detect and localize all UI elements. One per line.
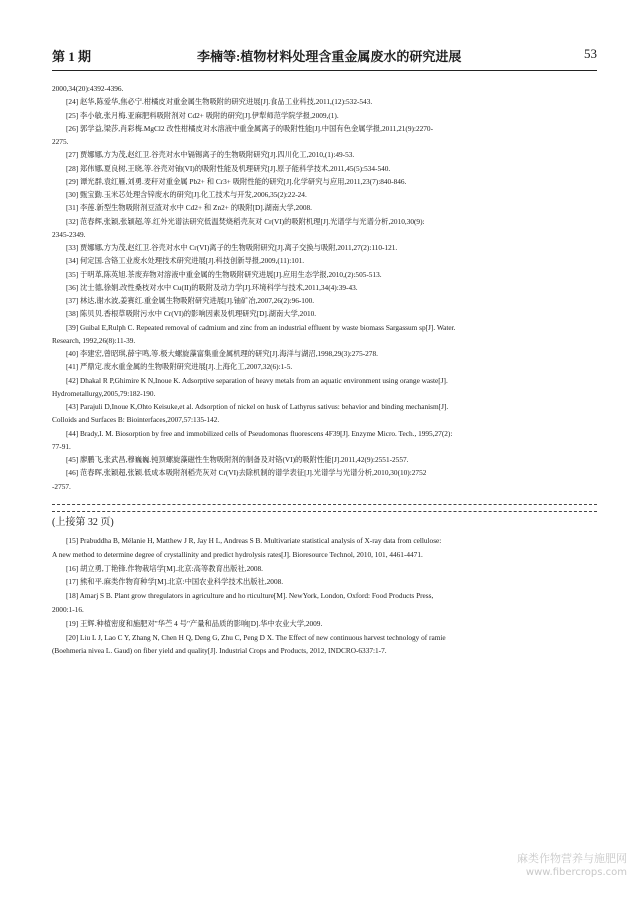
reference-line: 2275. [52,137,69,146]
reference-line: [46] 范春晖,张颖超,张颖.低成本吸附剂稻壳灰对 Cr(VI)去除机制的谱学表征[J].光谱学与光谱分析,2010,30(10):2752 [66,468,427,478]
reference-line: [34] 何定国.含铬工业废水处理技术研究进展[J].科技创新导报,2009,(11):101. [66,256,305,266]
reference-line: Colloids and Surfaces B: Biointerfaces,2007,57:135-142. [52,415,220,425]
continued-from-label: (上接第 32 页) [52,517,114,528]
reference-line: [19] 王辉.种植密度和施肥对"华苎 4 号"产量和品质的影响[D].华中农业大学,2009. [66,618,323,628]
page-number: 53 [584,46,597,61]
running-title: 李楠等:植物材料处理含重金属废水的研究进展 [197,49,462,64]
reference-line: [42] Dhakal R P,Ghimire K N,Inoue K. Adsorptive separation of heavy metals from an aquatic environment using orange waste[J]. [66,375,448,385]
reference-line: [45] 廖鹏飞,张武昌,穆巍巍.钝顶螺旋藻磁性生物吸附剂的制备及对铬(VI)的吸附性能[J].2011,42(9):2551-2557. [66,455,409,464]
reference-line: [15] Prabuddha B, Mélanie H, Matthew J R, Jay H L, Andreas S B. Multivariate statistical analysis of X-ray data from cellulose: [66,536,442,545]
reference-line: [32] 范春辉,张颖,张颖超,等.红外光谱法研究低温焚烧稻壳灰对 Cr(VI)的吸附机理[J].光谱学与光谱分析,2010,30(9): [66,216,425,226]
watermark-url: www.fibercrops.com [525,867,627,878]
watermark [517,852,627,880]
issue-number: 第 1 期 [52,49,92,64]
reference-line: [17] 熊和平.麻类作物育种学[M].北京:中国农业科学技术出版社,2008. [66,577,284,587]
reference-line: [38] 陈贝贝.香根草吸附污水中 Cr(VI)的影响因素及机理研究[D].湖南大学,2010. [66,309,317,319]
reference-line: Hydrometallurgy,2005,79:182-190. [52,388,156,398]
reference-line: 77-91. [52,441,71,451]
reference-line: [31] 李莲.新型生物吸附剂豆渣对水中 Cd2+ 和 Zn2+ 的吸附[D].湖南大学,2008. [66,203,312,213]
watermark-site-name: 麻类作物营养与施肥网 [517,852,627,865]
reference-line: [25] 李小敏,张月梅.亚麻肥料吸附剂对 Cd2+ 吸附的研究[J].伊犁师范学院学报,2009,(1). [66,110,339,120]
reference-line: [33] 贾娜娜,方为茂,赵红卫.谷壳对水中 Cr(VI)离子的生物吸附研究[J].离子交换与吸附,2011,27(2):110-121. [66,243,398,252]
reference-line: [27] 贾娜娜,方为茂,赵红卫.谷壳对水中镉锡离子的生物吸附研究[J].四川化工,2010,(1):49-53. [66,150,355,160]
reference-line: [39] Guibal E,Rulph C. Repeated removal of cadmium and zinc from an industrial effluent by waste biomass Sargassum sp[J]. Water. [66,322,456,332]
reference-line: 2000,34(20):4392-4396. [52,84,124,93]
reference-line: [36] 沈士德,徐娟.改性桑枝对水中 Cu(II)的吸附及动力学[J].环境科学与技术,2011,34(4):39-43. [66,282,358,292]
reference-line: [35] 于明革,陈英旭.茶废弃物对溶液中重金属的生物吸附研究进展[J].应用生态学报,2010,(2):505-513. [66,269,382,279]
reference-list [52,82,597,493]
continued-reference-list [52,534,597,658]
reference-line: [18] Amarj S B. Plant grow thregulators in agriculture and ho rticulture[M]. NewYork, London, Oxford: Food Products Press, [66,591,434,601]
reference-line: [30] 甄宝勤.玉米芯处理含锌废水的研究[J].化工技术与开发,2006,35(2):22-24. [66,190,307,199]
reference-line: -2757. [52,481,71,491]
reference-line: (Boehmeria nivea L. Gaud) on fiber yield and quality[J]. Industrial Crops and Products, 2012, INDCRO-6337:1-7. [52,646,387,656]
reference-line: [43] Parajuli D,Inoue K,Ohto Keisuke,et al. Adsorption of nickel on husk of Lathyrus sativus: behavior and binding mechanism[J]. [66,402,449,411]
reference-line: [20] Liu L J, Lao C Y, Zhang N, Chen H Q, Deng G, Zhu C, Peng D X. The Effect of new continuous harvest technology of ramie [66,632,446,642]
page-header [52,44,597,71]
reference-line: [29] 谭光群,袁红雁,刘勇.麦秆对重金属 Pb2+ 和 Cr3+ 吸附性能的研究[J].化学研究与应用,2011,23(7):840-846. [66,176,407,186]
reference-line: [44] Brady,I. M. Biosorption by free and immobilized cells of Pseudomonas fluorescens 4F39[J]. Enzyme Micro. Tech., 1995,27(2): [66,428,453,438]
reference-line: [40] 李建宏,曾昭琪,薛宇鸣,等.极大螺旋藻富集重金属机理的研究[J].海洋与湖沼,1998,29(3):275-278. [66,349,378,358]
reference-line: [28] 郑伟娜,夏良树,王晓,等.谷壳对铀(VI)的吸附性能及机理研究[J].原子能科学技术,2011,45(5):534-540. [66,163,391,173]
reference-line: Research, 1992,26(8):11-39. [52,335,136,345]
reference-line: 2345-2349. [52,229,86,239]
reference-line: A new method to determine degree of crystallinity and predict hydrolysis rates[J]. Bioresource Technol, 2010, 101, 4461-4471. [52,549,423,559]
section-separator [52,504,597,512]
reference-line: 2000:1-16. [52,604,84,614]
reference-line: [41] 严鼎定.废水重金属的生物吸附研究进展[J].上海化工,2007,32(6):1-5. [66,362,293,372]
reference-line: [26] 郭学益,梁莎,肖彩梅.MgCl2 改性柑橘皮对水溶液中重金属离子的吸附性能[J].中国有色金属学报,2011,21(9):2270- [66,123,433,133]
reference-line: [37] 林达,谢水波,姜赛红.重金属生物吸附研究进展[J].铀矿冶,2007,26(2):96-100. [66,296,315,305]
reference-line: [24] 赵华,陈爱华,焦必宁.柑橘皮对重金属生物吸附的研究进展[J].食品工业科技,2011,(12):532-543. [66,97,373,107]
reference-line: [16] 胡立勇,丁艳锋.作物栽培学[M].北京:高等教育出版社,2008. [66,563,264,573]
